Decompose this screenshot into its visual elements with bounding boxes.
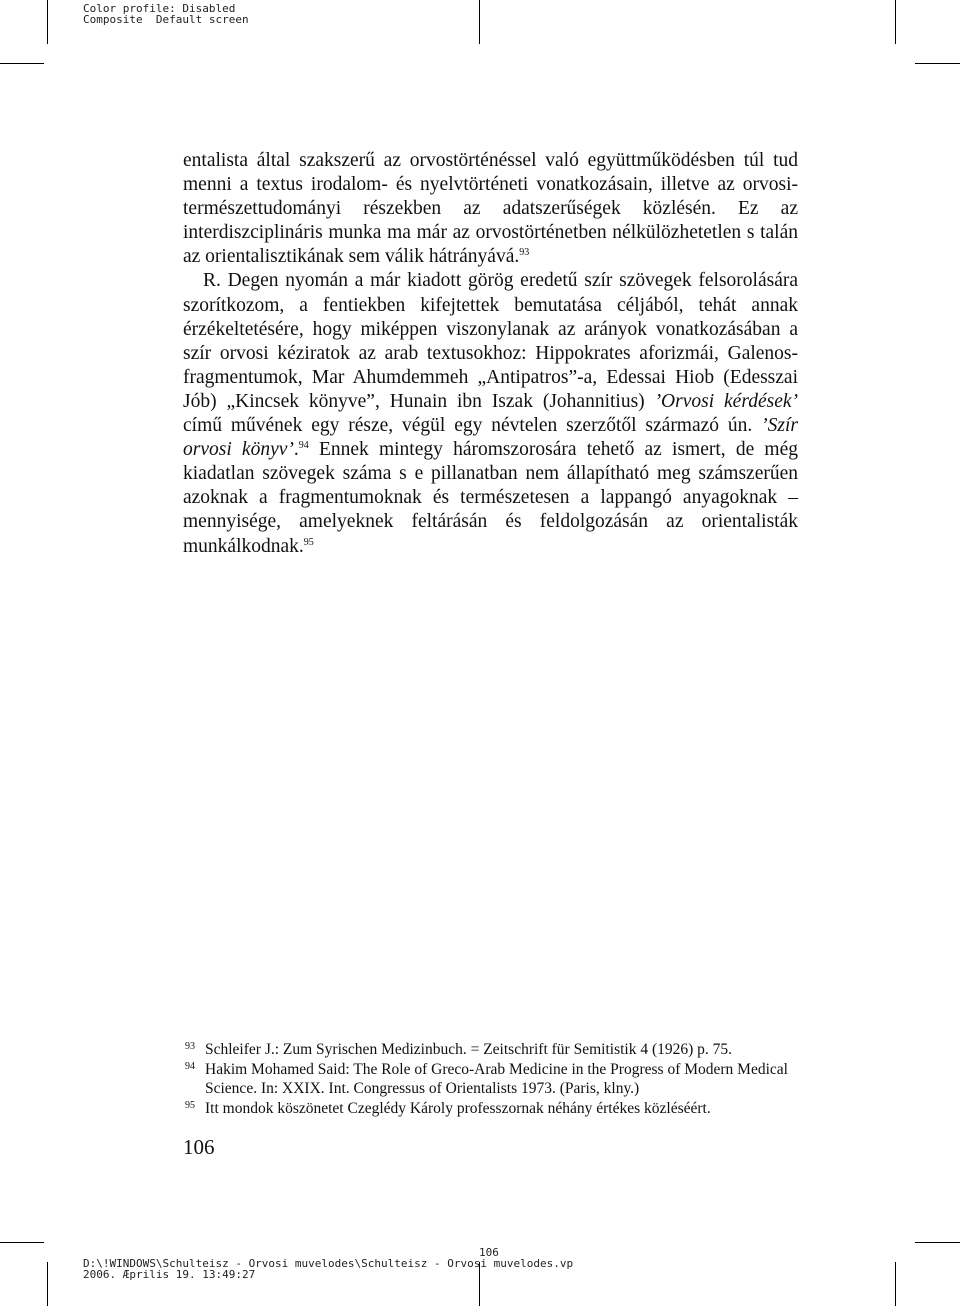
color-profile-line: Color profile: Disabled: [83, 2, 236, 15]
crop-mark-top-right-horizontal: [915, 63, 960, 64]
page-number: 106: [183, 1135, 215, 1159]
footnote-ref-93: 93: [519, 247, 530, 259]
crop-mark-bottom-right-vertical: [895, 1262, 896, 1306]
composite-line: Composite Default screen: [83, 13, 249, 26]
print-header: [83, 3, 249, 25]
crop-mark-bottom-right-horizontal: [915, 1242, 960, 1243]
crop-mark-top-left-horizontal: [0, 63, 44, 64]
crop-mark-bottom-left-vertical: [47, 1262, 48, 1306]
footnote-number: 93: [185, 1041, 195, 1052]
footnote-number: 95: [185, 1099, 195, 1111]
paragraph-2-text-a: R. Degen nyomán a már kiadott görög eredetű szír szövegek felsorolására szorítkozom, a fentiekben kifejtettek bemutatása céljából, tehát annak érzékeltetésére, hogy miképpen viszonylanak az arányok vonatkozásában a szír orvosi kéziratok az arab textusokhoz: Hippokrates aforizmái, Galenos-fragmentumok, Mar Ahumdemmeh „Antipatros”-a, Edessai Hiob (Edesszai Jób) „Kincsek könyve”, Hunain ibn Iszak (Johannitius): [183, 270, 798, 412]
footnote-text: Schleifer J.: Zum Syrischen Medizinbuch. = Zeitschrift für Semitistik 4 (1926) p. 75.: [205, 1041, 733, 1058]
crop-mark-top-left-vertical: [47, 0, 48, 44]
footnote-ref-94: 94: [298, 440, 309, 452]
title-szir-orvosi-konyv: ’Szír orvosi könyv’: [183, 415, 799, 461]
footnotes: [185, 1040, 805, 1118]
footer-file-path: D:\!WINDOWS\Schulteisz - Orvosi muvelodes\Schulteisz - Orvosi muvelodes.vp: [83, 1257, 574, 1270]
paragraph-2-text-c: Ennek mintegy háromszorosára tehető az ismert, de még kiadatlan szövegek száma s e pillanatban nem állapítható meg számszerűen azoknak a fragmentumoknak és természetesen a lappangó anyagoknak – mennyisége, amelyeknek feltárásán és feldolgozásán az orientalisták munkálkodnak.: [183, 439, 798, 557]
paragraph-1: [183, 149, 798, 269]
footnote-ref-95: 95: [303, 536, 314, 548]
title-orvosi-kerdesek: ’Orvosi kérdések’: [654, 390, 798, 412]
paragraph-2-period: .: [293, 439, 299, 461]
paragraph-1-text: entalista által szakszerű az orvostörténéssel való együttműködésben túl tud menni a textus irodalom- és nyelvtörténeti vonatkozásain, illetve az orvosi-természettudományi részekben az adatszerűségek közlésén. Ez az interdiszciplináris munka ma már az orvostörténetben nélkülözhetetlen s talán az orientalisztikának sem válik hátrányává.: [183, 150, 798, 268]
footnote-95: [185, 1099, 805, 1119]
footer-page-number: 106: [479, 1246, 499, 1259]
crop-mark-top-center-vertical: [479, 0, 480, 44]
crop-mark-top-right-vertical: [895, 0, 896, 44]
footnote-text: Itt mondok köszönetet Czeglédy Károly professzornak néhány értékes közléséért.: [205, 1099, 711, 1117]
paragraph-2: [183, 269, 798, 558]
footnote-93: [185, 1040, 805, 1060]
crop-mark-bottom-left-horizontal: [0, 1242, 44, 1243]
body-text: [183, 149, 798, 559]
footer-timestamp: 2006. Æprilis 19. 13:49:27: [83, 1268, 256, 1281]
paragraph-2-text-b: című művének egy része, végül egy névtelen szerzőtől származó ún.: [183, 415, 753, 437]
print-footer: [83, 1247, 573, 1280]
footnote-number: 94: [185, 1060, 195, 1072]
footnote-text: Hakim Mohamed Said: The Role of Greco-Arab Medicine in the Progress of Modern Medical Science. In: XXIX. Int. Congressus of Orientalists 1973. (Paris, klny.): [205, 1060, 788, 1097]
footnote-94: [185, 1060, 805, 1099]
